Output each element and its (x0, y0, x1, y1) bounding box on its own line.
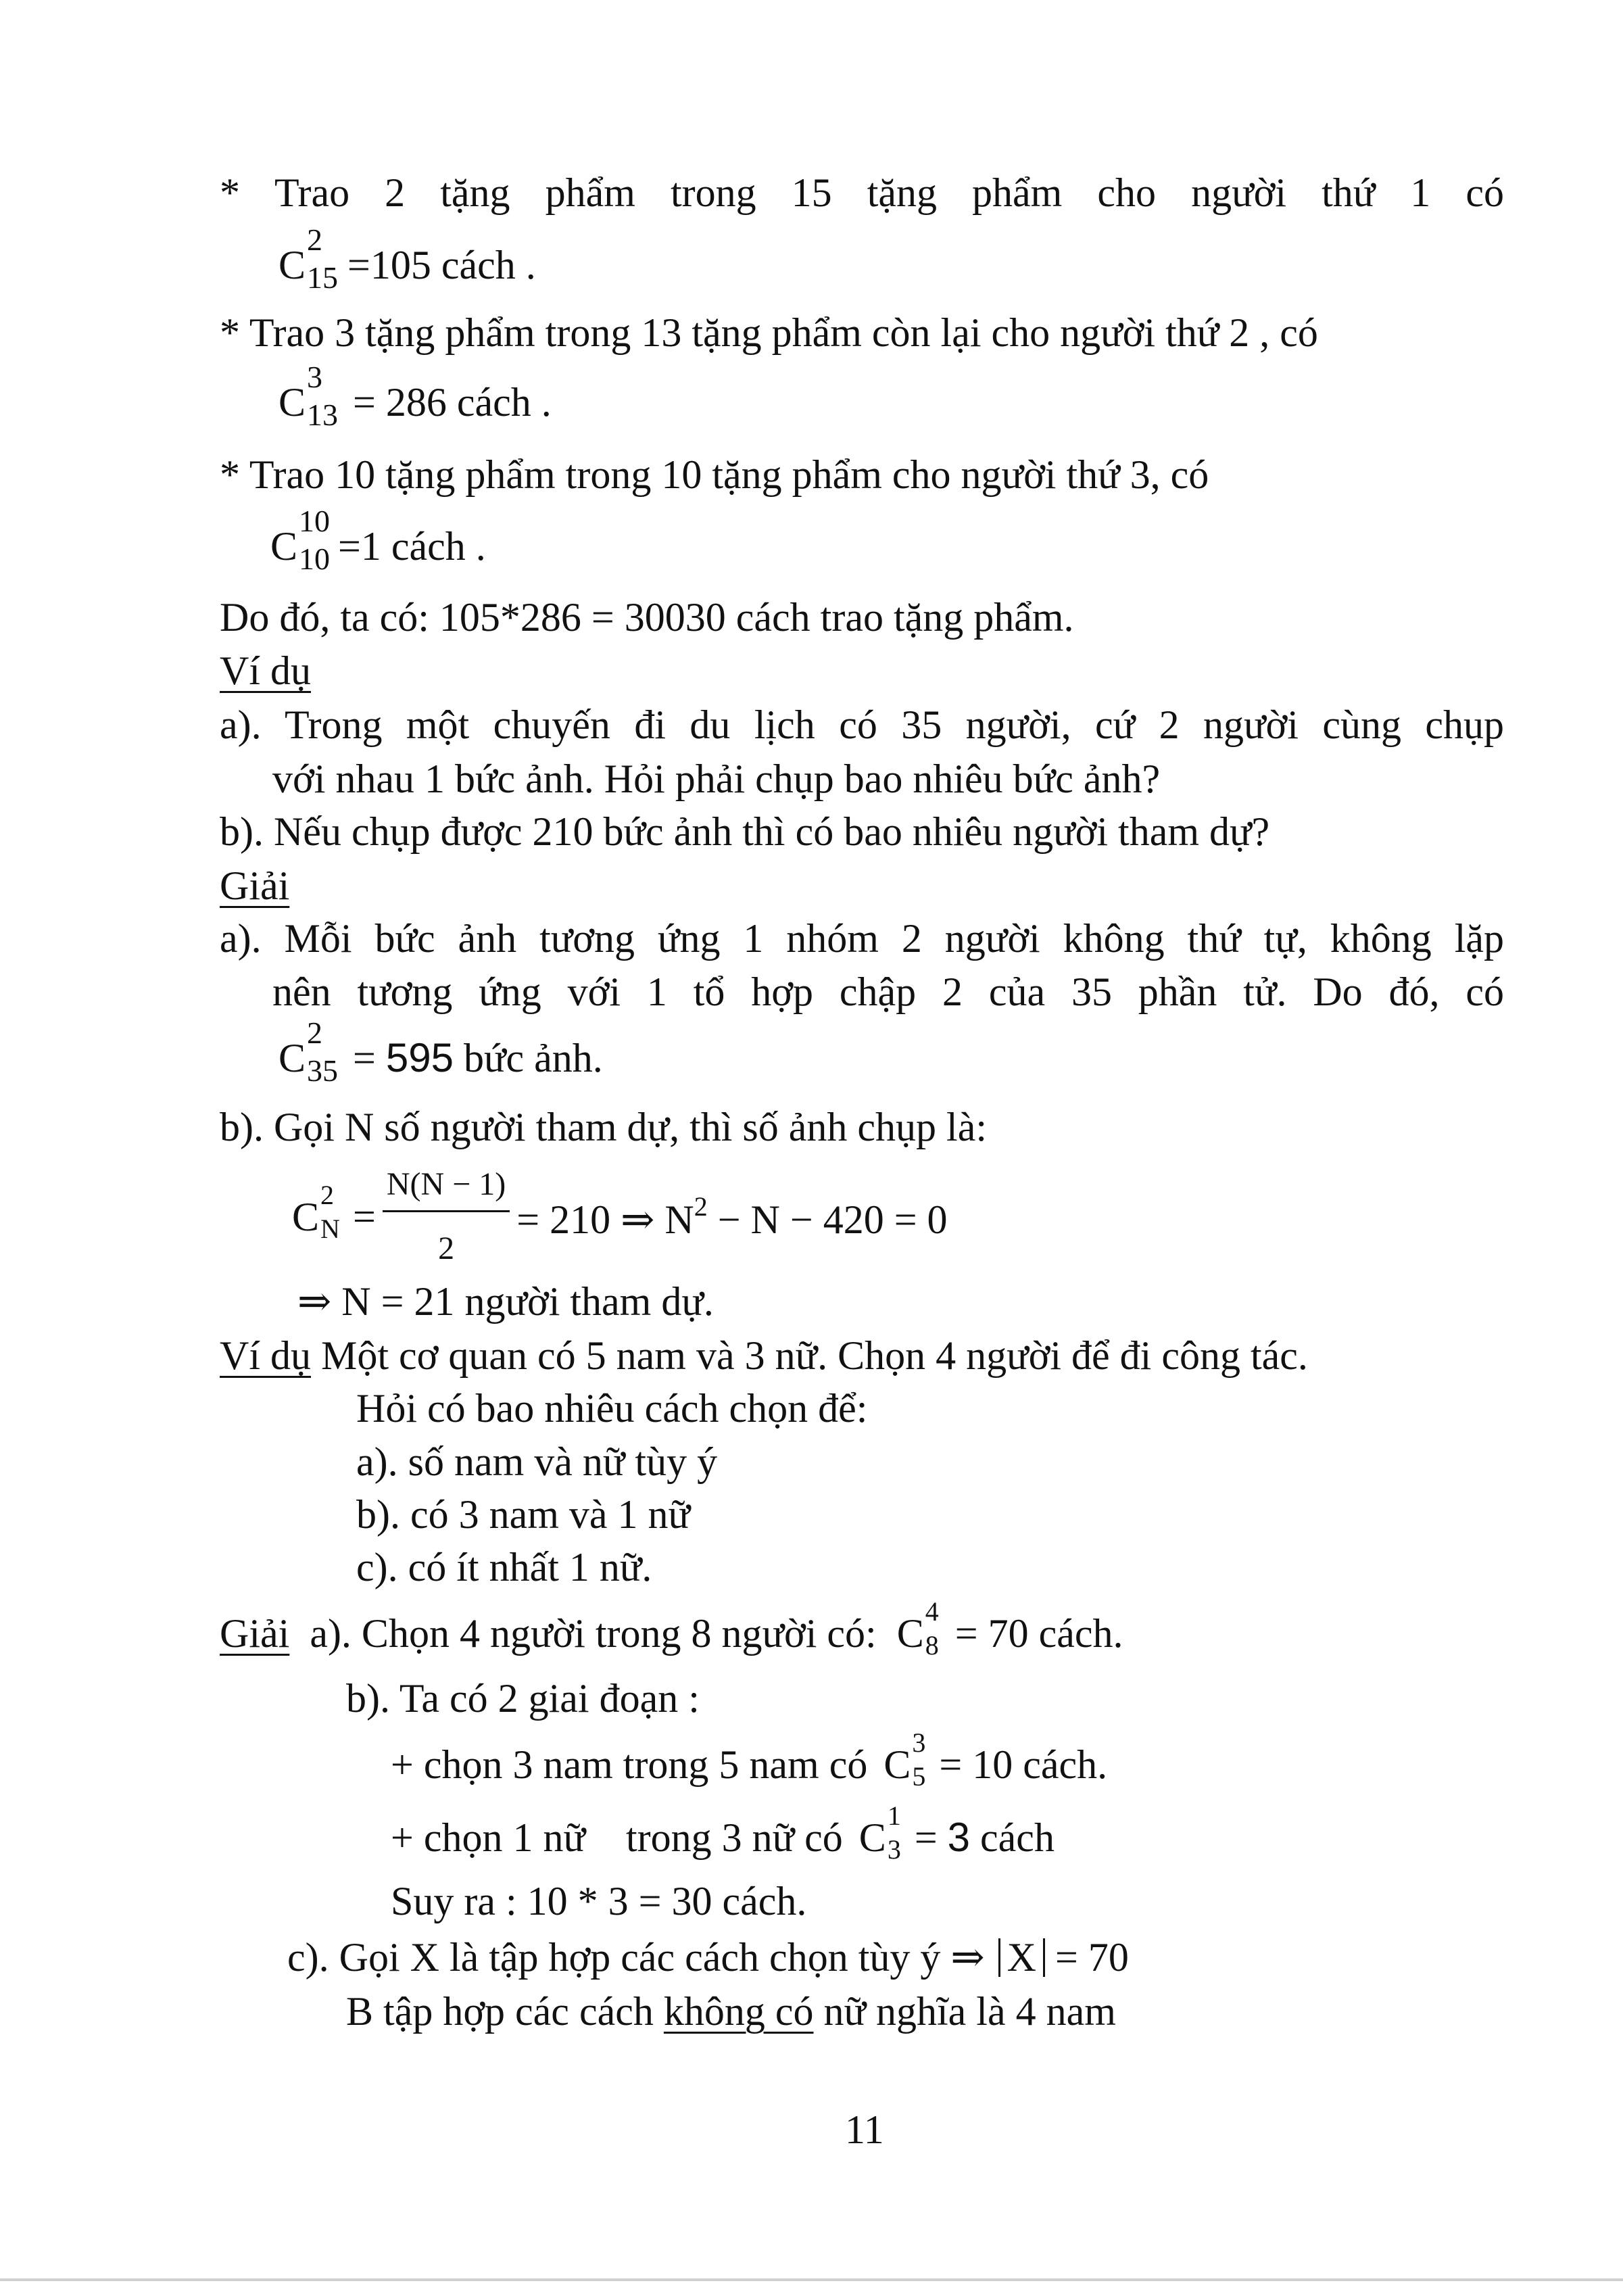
line-9: a). Trong một chuyến đi du lịch có 35 người, cứ 2 người cùng chụp (220, 702, 1504, 747)
line-28: Suy ra : 10 * 3 = 30 cách. (391, 1879, 807, 1923)
line-13: a). Mỗi bức ảnh tương ứng 1 nhóm 2 người không thứ tự, không lặp (220, 916, 1504, 961)
line-4: C 3 13 = 286 cách . (278, 360, 552, 432)
line-14: nên tương ứng với 1 tổ hợp chập 2 của 35 phần tử. Do đó, có (272, 970, 1504, 1014)
heading-vi-du-2: Ví dụ (220, 1333, 311, 1378)
line-7: Do đó, ta có: 105*286 = 30030 cách trao tặng phẩm. (220, 595, 1074, 640)
line-25: b). Ta có 2 giai đoạn : (346, 1676, 700, 1721)
combination-c15-2: C 2 15 (278, 222, 339, 295)
line-2: C 2 15 =105 cách . (278, 222, 536, 295)
line-16: b). Gọi N số người tham dự, thì số ảnh chụp là: (220, 1105, 987, 1149)
line-3: * Trao 3 tặng phẩm trong 13 tặng phẩm còn lại cho người thứ 2 , có (220, 310, 1318, 355)
line-30: B tập hợp các cách không có nữ nghĩa là 4 nam (346, 1989, 1116, 2034)
combination-cn-2: C 2 N (292, 1179, 340, 1244)
line-1: * Trao 2 tặng phẩm trong 15 tặng phẩm cho người thứ 1 có (220, 170, 1504, 215)
page-number: 11 (845, 2107, 884, 2152)
cardinality-x: X (998, 1938, 1045, 1977)
line-11: b). Nếu chụp được 210 bức ảnh thì có bao nhiêu người tham dự? (220, 809, 1270, 854)
line-18: ⇒ N = 21 người tham dự. (297, 1279, 714, 1324)
line-17-formula: C 2 N = $\frac{N(N - 1)}{2}$ = 210 ⇒ $N^2 - N - 420 = 0$ (292, 1166, 948, 1266)
fraction-n-n-1-over-2: $\frac{N(N - 1)}{2}$ (383, 1168, 510, 1265)
line-21: a). số nam và nữ tùy ý (356, 1439, 718, 1484)
line-6: C 10 10 =1 cách . (270, 504, 486, 576)
value-3: 3 (947, 1815, 971, 1860)
combination-c8-4: C 4 8 (896, 1596, 939, 1660)
combination-c13-3: C 3 13 (278, 360, 339, 432)
line-19: Ví dụ Một cơ quan có 5 nam và 3 nữ. Chọn 4 người để đi công tác. (220, 1333, 1308, 1378)
line-10: với nhau 1 bức ảnh. Hỏi phải chụp bao nhiêu bức ảnh? (272, 757, 1161, 801)
combination-c10-10: C 10 10 (270, 504, 331, 576)
line-23: c). có ít nhất 1 nữ. (356, 1545, 652, 1589)
line-26: + chọn 3 nam trong 5 nam có C 3 5 = 10 cách. (391, 1727, 1108, 1792)
line-15: C 2 35 = 595 bức ảnh. (278, 1015, 603, 1088)
combination-c3-1: C 1 3 (858, 1800, 901, 1865)
line-22: b). có 3 nam và 1 nữ (356, 1492, 691, 1537)
heading-vi-du-1: Ví dụ (220, 648, 311, 693)
combination-c5-3: C 3 5 (883, 1727, 926, 1792)
page-bottom-edge (0, 2278, 1623, 2281)
heading-giai-2: Giải (220, 1611, 290, 1656)
line-20: Hỏi có bao nhiêu cách chọn để: (356, 1386, 868, 1431)
line-29: c). Gọi X là tập hợp các cách chọn tùy ý ⇒ X = 70 (287, 1935, 1129, 1980)
line-27: + chọn 1 nữ trong 3 nữ có C 1 3 = 3 cách (391, 1800, 1055, 1865)
line-24: Giải a). Chọn 4 người trong 8 người có: C 4 8 = 70 cách. (220, 1596, 1123, 1660)
heading-giai-1: Giải (220, 863, 290, 908)
value-595: 595 (385, 1035, 454, 1080)
line-5: * Trao 10 tặng phẩm trong 10 tặng phẩm cho người thứ 3, có (220, 452, 1209, 497)
combination-c35-2: C 2 35 (278, 1015, 339, 1088)
underlined-khong-co: không có (663, 1989, 814, 2034)
